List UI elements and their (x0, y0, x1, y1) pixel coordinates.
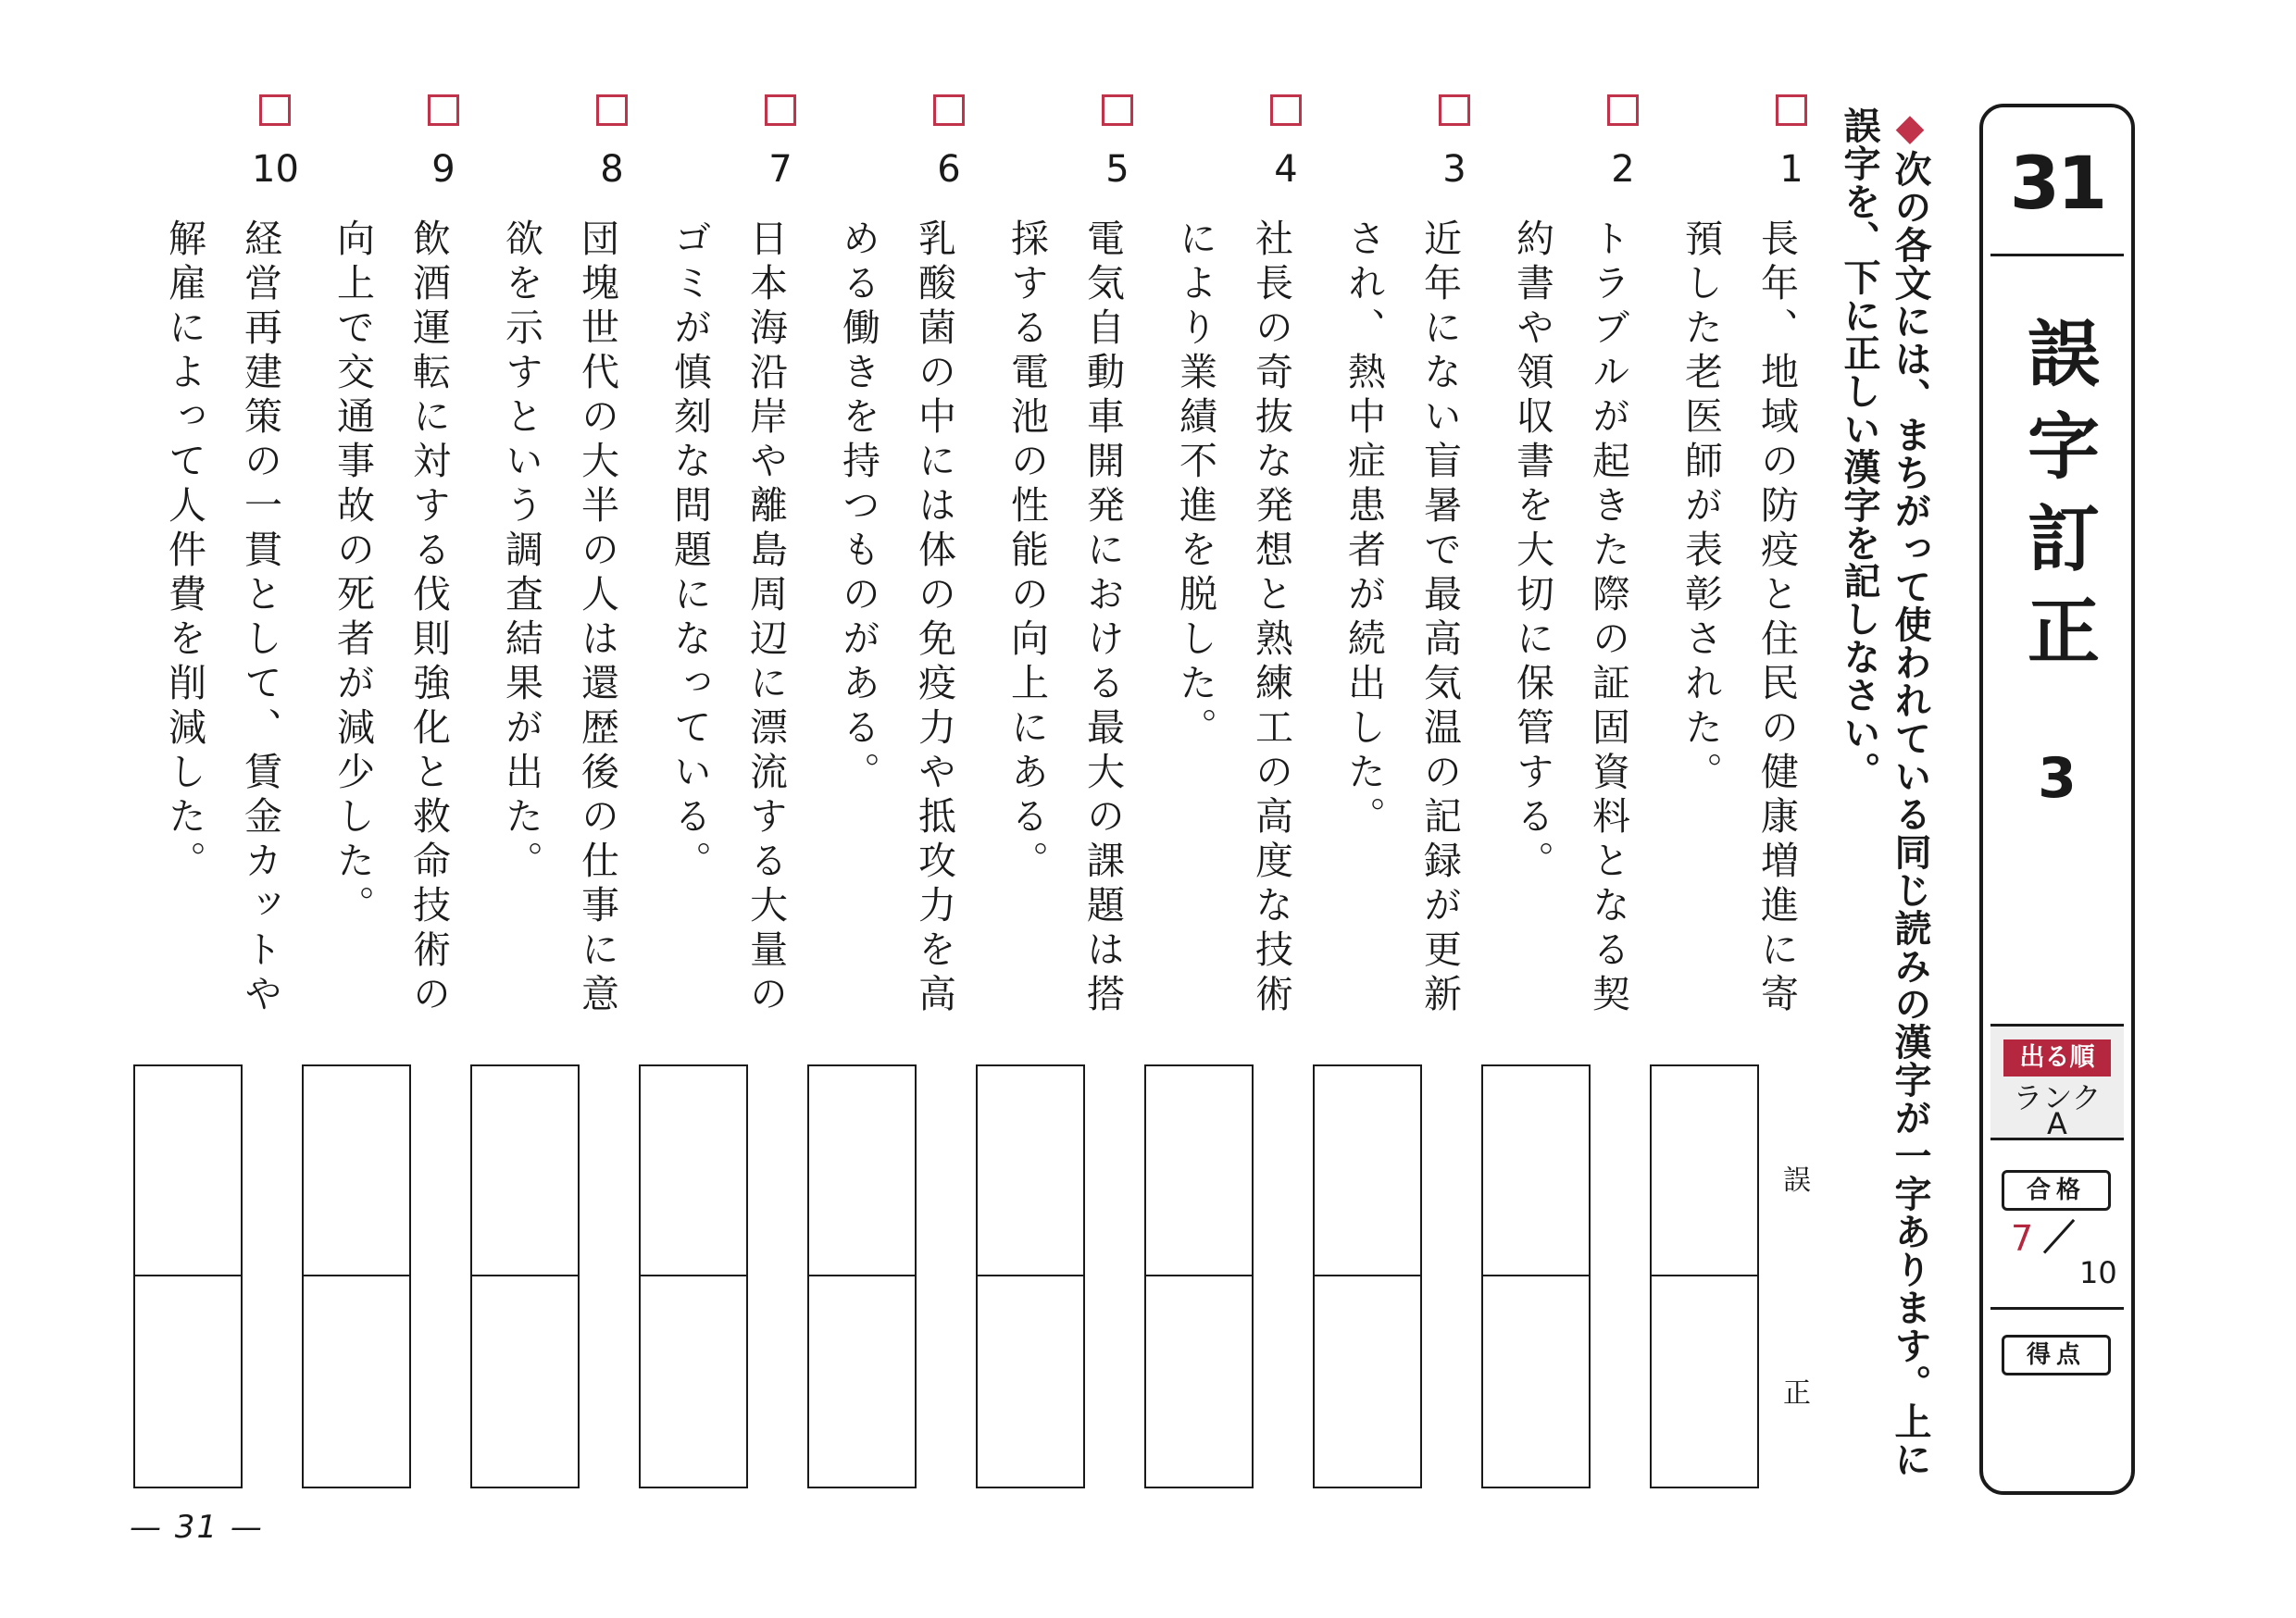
answer-box-6 (807, 1064, 917, 1488)
question-10 (162, 94, 299, 1039)
question-6 (836, 94, 972, 1039)
title-number: 3 (2038, 746, 2077, 811)
wrong-char-field[interactable] (304, 1066, 409, 1276)
wrong-char-field[interactable] (135, 1066, 241, 1276)
wrong-char-field[interactable] (1483, 1066, 1589, 1276)
instruction-text: 次の各文には、まちがって使われている同じ読みの漢字が一字あります。上に誤字を、下に正しい漢字を記しなさい。 (1838, 106, 1931, 1478)
correct-char-field[interactable] (978, 1276, 1083, 1487)
question-line: 預した老医師が表彰された。 (1678, 218, 1723, 796)
question-line: トラブルが起きた際の証固資料となる契 (1586, 218, 1630, 1018)
question-1 (1678, 94, 1815, 1039)
wrong-char-field[interactable] (1652, 1066, 1757, 1276)
question-8 (499, 94, 635, 1039)
question-text (1341, 218, 1478, 1107)
pass-total: 10 (2079, 1255, 2117, 1290)
pass-score-value: 7 (2011, 1218, 2034, 1259)
pass-score (2000, 1218, 2120, 1292)
instruction (1833, 106, 1935, 1495)
rank-box (1990, 1024, 2124, 1140)
question-line: 長年、地域の防疫と住民の健康増進に寄 (1754, 218, 1799, 1018)
question-number: 9 (431, 148, 455, 191)
checkbox[interactable] (1776, 94, 1807, 126)
question-number: 8 (600, 148, 624, 191)
question-4 (1173, 94, 1309, 1039)
wrong-char-field[interactable] (472, 1066, 578, 1276)
title-panel (1979, 104, 2135, 1495)
wrong-label: 誤 (1783, 1164, 1811, 1197)
question-number: 6 (937, 148, 961, 191)
answer-box-9 (302, 1064, 411, 1488)
correct-char-field[interactable] (809, 1276, 915, 1487)
correct-char-field[interactable] (1315, 1276, 1420, 1487)
question-text (1678, 218, 1815, 1107)
checkbox[interactable] (596, 94, 628, 126)
question-line: める働きを持つものがある。 (836, 218, 880, 796)
correct-label: 正 (1783, 1377, 1811, 1410)
checkbox[interactable] (1607, 94, 1639, 126)
question-text (1004, 218, 1141, 1107)
question-line: 日本海沿岸や離島周辺に漂流する大量の (743, 218, 788, 1018)
question-text (331, 218, 467, 1107)
question-text (668, 218, 804, 1107)
answer-box-10 (133, 1064, 243, 1488)
answer-box-1 (1650, 1064, 1759, 1488)
checkbox[interactable] (259, 94, 291, 126)
question-line: 乳酸菌の中には体の免疫力や抵攻力を高 (912, 218, 956, 1018)
question-line: 近年にない盲暑で最高気温の記録が更新 (1417, 218, 1462, 1018)
question-line: 約書や領収書を大切に保管する。 (1510, 218, 1554, 885)
wrong-char-field[interactable] (809, 1066, 915, 1276)
answer-box-7 (639, 1064, 748, 1488)
question-line: 向上で交通事故の死者が減少した。 (331, 218, 375, 929)
question-line: により業績不進を脱した。 (1173, 218, 1217, 752)
answer-box-5 (976, 1064, 1085, 1488)
wrong-char-field[interactable] (641, 1066, 746, 1276)
question-5 (1004, 94, 1141, 1039)
divider (1990, 1307, 2124, 1310)
correct-char-field[interactable] (1652, 1276, 1757, 1487)
lesson-number: 31 (1990, 115, 2124, 256)
page-title: 誤字訂正 (2015, 316, 2099, 686)
question-number: 10 (252, 148, 299, 191)
question-line: 電気自動車開発における最大の課題は搭 (1080, 218, 1125, 1018)
question-number: 7 (768, 148, 792, 191)
answer-box-2 (1481, 1064, 1591, 1488)
slash-divider (2043, 1219, 2075, 1254)
question-line: 団塊世代の大半の人は還歴後の仕事に意 (575, 218, 619, 1018)
question-line: 採する電池の性能の向上にある。 (1004, 218, 1049, 885)
pass-label: 合格 (2002, 1170, 2111, 1211)
correct-char-field[interactable] (304, 1276, 409, 1487)
checkbox[interactable] (933, 94, 965, 126)
question-number: 5 (1105, 148, 1129, 191)
correct-char-field[interactable] (641, 1276, 746, 1487)
checkbox[interactable] (428, 94, 459, 126)
question-line: され、熱中症患者が続出した。 (1341, 218, 1386, 840)
diamond-bullet-icon: ◆ (1889, 106, 1931, 150)
question-number: 2 (1611, 148, 1635, 191)
checkbox[interactable] (1439, 94, 1470, 126)
question-line: ゴミが慎刻な問題になっている。 (668, 218, 712, 885)
question-text (1173, 218, 1309, 1107)
checkbox[interactable] (765, 94, 796, 126)
score-label: 得点 (2002, 1335, 2111, 1375)
question-text (499, 218, 635, 1107)
question-2 (1510, 94, 1646, 1039)
question-number: 4 (1274, 148, 1298, 191)
question-text (1510, 218, 1646, 1107)
question-line: 社長の奇抜な発想と熟練工の高度な技術 (1249, 218, 1293, 1018)
checkbox[interactable] (1102, 94, 1133, 126)
question-text (162, 218, 298, 1107)
question-line: 欲を示すという調査結果が出た。 (499, 218, 543, 885)
page-number: — 31 — (130, 1509, 264, 1546)
correct-char-field[interactable] (1146, 1276, 1252, 1487)
correct-char-field[interactable] (135, 1276, 241, 1487)
question-number: 3 (1442, 148, 1466, 191)
correct-char-field[interactable] (1483, 1276, 1589, 1487)
answer-box-4 (1144, 1064, 1254, 1488)
correct-char-field[interactable] (472, 1276, 578, 1487)
question-9 (331, 94, 467, 1039)
question-line: 解雇によって人件費を削減した。 (162, 218, 206, 885)
rank-badge: 出る順 (2003, 1039, 2111, 1077)
rank-value: A (2047, 1106, 2067, 1141)
question-line: 経営再建策の一貫として、賃金カットや (238, 218, 282, 1018)
answer-box-3 (1313, 1064, 1422, 1488)
rank-label: ランク (2013, 1080, 2102, 1115)
question-line: 飲酒運転に対する伐則強化と救命技術の (406, 218, 451, 1018)
wrong-char-field[interactable] (1146, 1066, 1252, 1276)
wrong-char-field[interactable] (978, 1066, 1083, 1276)
wrong-char-field[interactable] (1315, 1066, 1420, 1276)
answer-box-8 (470, 1064, 580, 1488)
question-text (836, 218, 972, 1107)
question-number: 1 (1779, 148, 1803, 191)
checkbox[interactable] (1270, 94, 1302, 126)
question-3 (1341, 94, 1478, 1039)
question-7 (668, 94, 804, 1039)
